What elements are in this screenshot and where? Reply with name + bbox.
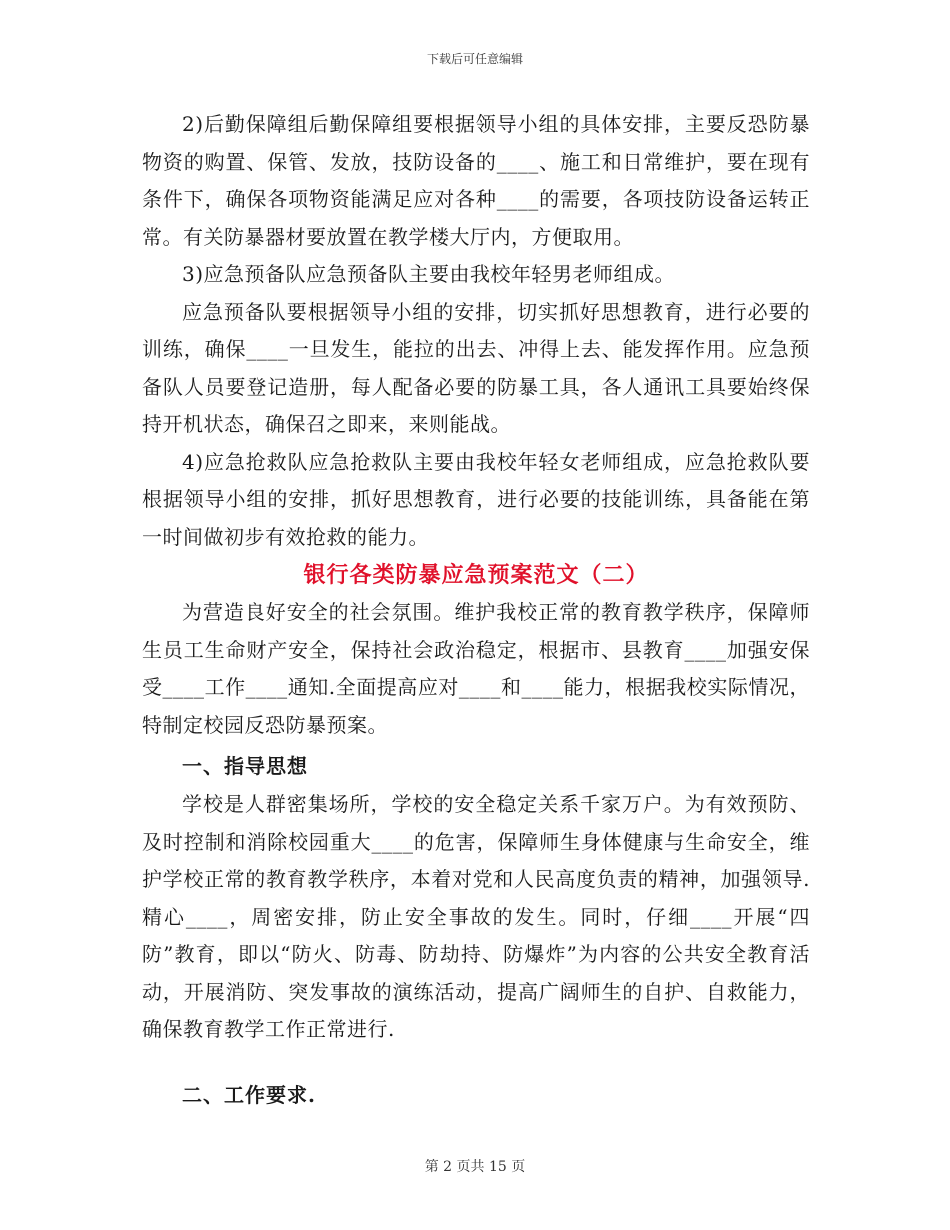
page-header: 下载后可任意编辑 <box>426 52 523 66</box>
paragraph-rescue-team: 4)应急抢救队应急抢救队主要由我校年轻女老师组成，应急抢救队要根据领导小组的安排，抓好思想教育，进行必要的技能训练，具备能在第一时间做初步有效抢救的能力。 <box>142 449 810 549</box>
heading-guiding-ideology: 一、指导思想 <box>182 754 308 778</box>
heading-work-requirements: 二、工作要求. <box>182 1082 316 1107</box>
page-footer: 第 2 页共 15 页 <box>424 1159 526 1175</box>
section-title: 银行各类防暴应急预案范文（二） <box>303 562 649 588</box>
paragraph-reserve-team-duties: 应急预备队要根据领导小组的安排，切实抓好思想教育，进行必要的训练，确保____一旦发生，能拉的出去、冲得上去、能发挥作用。应急预备队人员要登记造册，每人配备必要的防暴工具，各人通讯工具要始终保持开机状态，确保召之即来，来则能战。 <box>142 299 810 436</box>
paragraph-reserve-team-intro: 3)应急预备队应急预备队主要由我校年轻男老师组成。 <box>182 262 676 286</box>
document-body <box>142 106 810 1115</box>
paragraph-logistics-group: 2)后勤保障组后勤保障组要根据领导小组的具体安排，主要反恐防暴物资的购置、保管、发放，技防设备的____、施工和日常维护，要在现有条件下，确保各项物资能满足应对各种____的需要，各项技防设备运转正常。有关防暴器材要放置在教学楼大厅内，方便取用。 <box>142 112 810 249</box>
paragraph-guiding-ideology: 学校是人群密集场所，学校的安全稳定关系千家万户。为有效预防、及时控制和消除校园重大____的危害，保障师生身体健康与生命安全，维护学校正常的教育教学秩序，本着对党和人民高度负责的精神，加强领导.精心____，周密安排，防止安全事故的发生。同时，仔细____开展“四防”教育，即以“防火、防毒、防劫持、防爆炸”为内容的公共安全教育活动，开展消防、突发事故的演练活动，提高广阔师生的自护、自救能力，确保教育教学工作正常进行. <box>142 792 810 1041</box>
paragraph-intro: 为营造良好安全的社会氛围。维护我校正常的教育教学秩序，保障师生员工生命财产安全，保持社会政治稳定，根据市、县教育____加强安保受____工作____通知.全面提高应对____和____能力，根据我校实际情况，特制定校园反恐防暴预案。 <box>142 600 810 737</box>
